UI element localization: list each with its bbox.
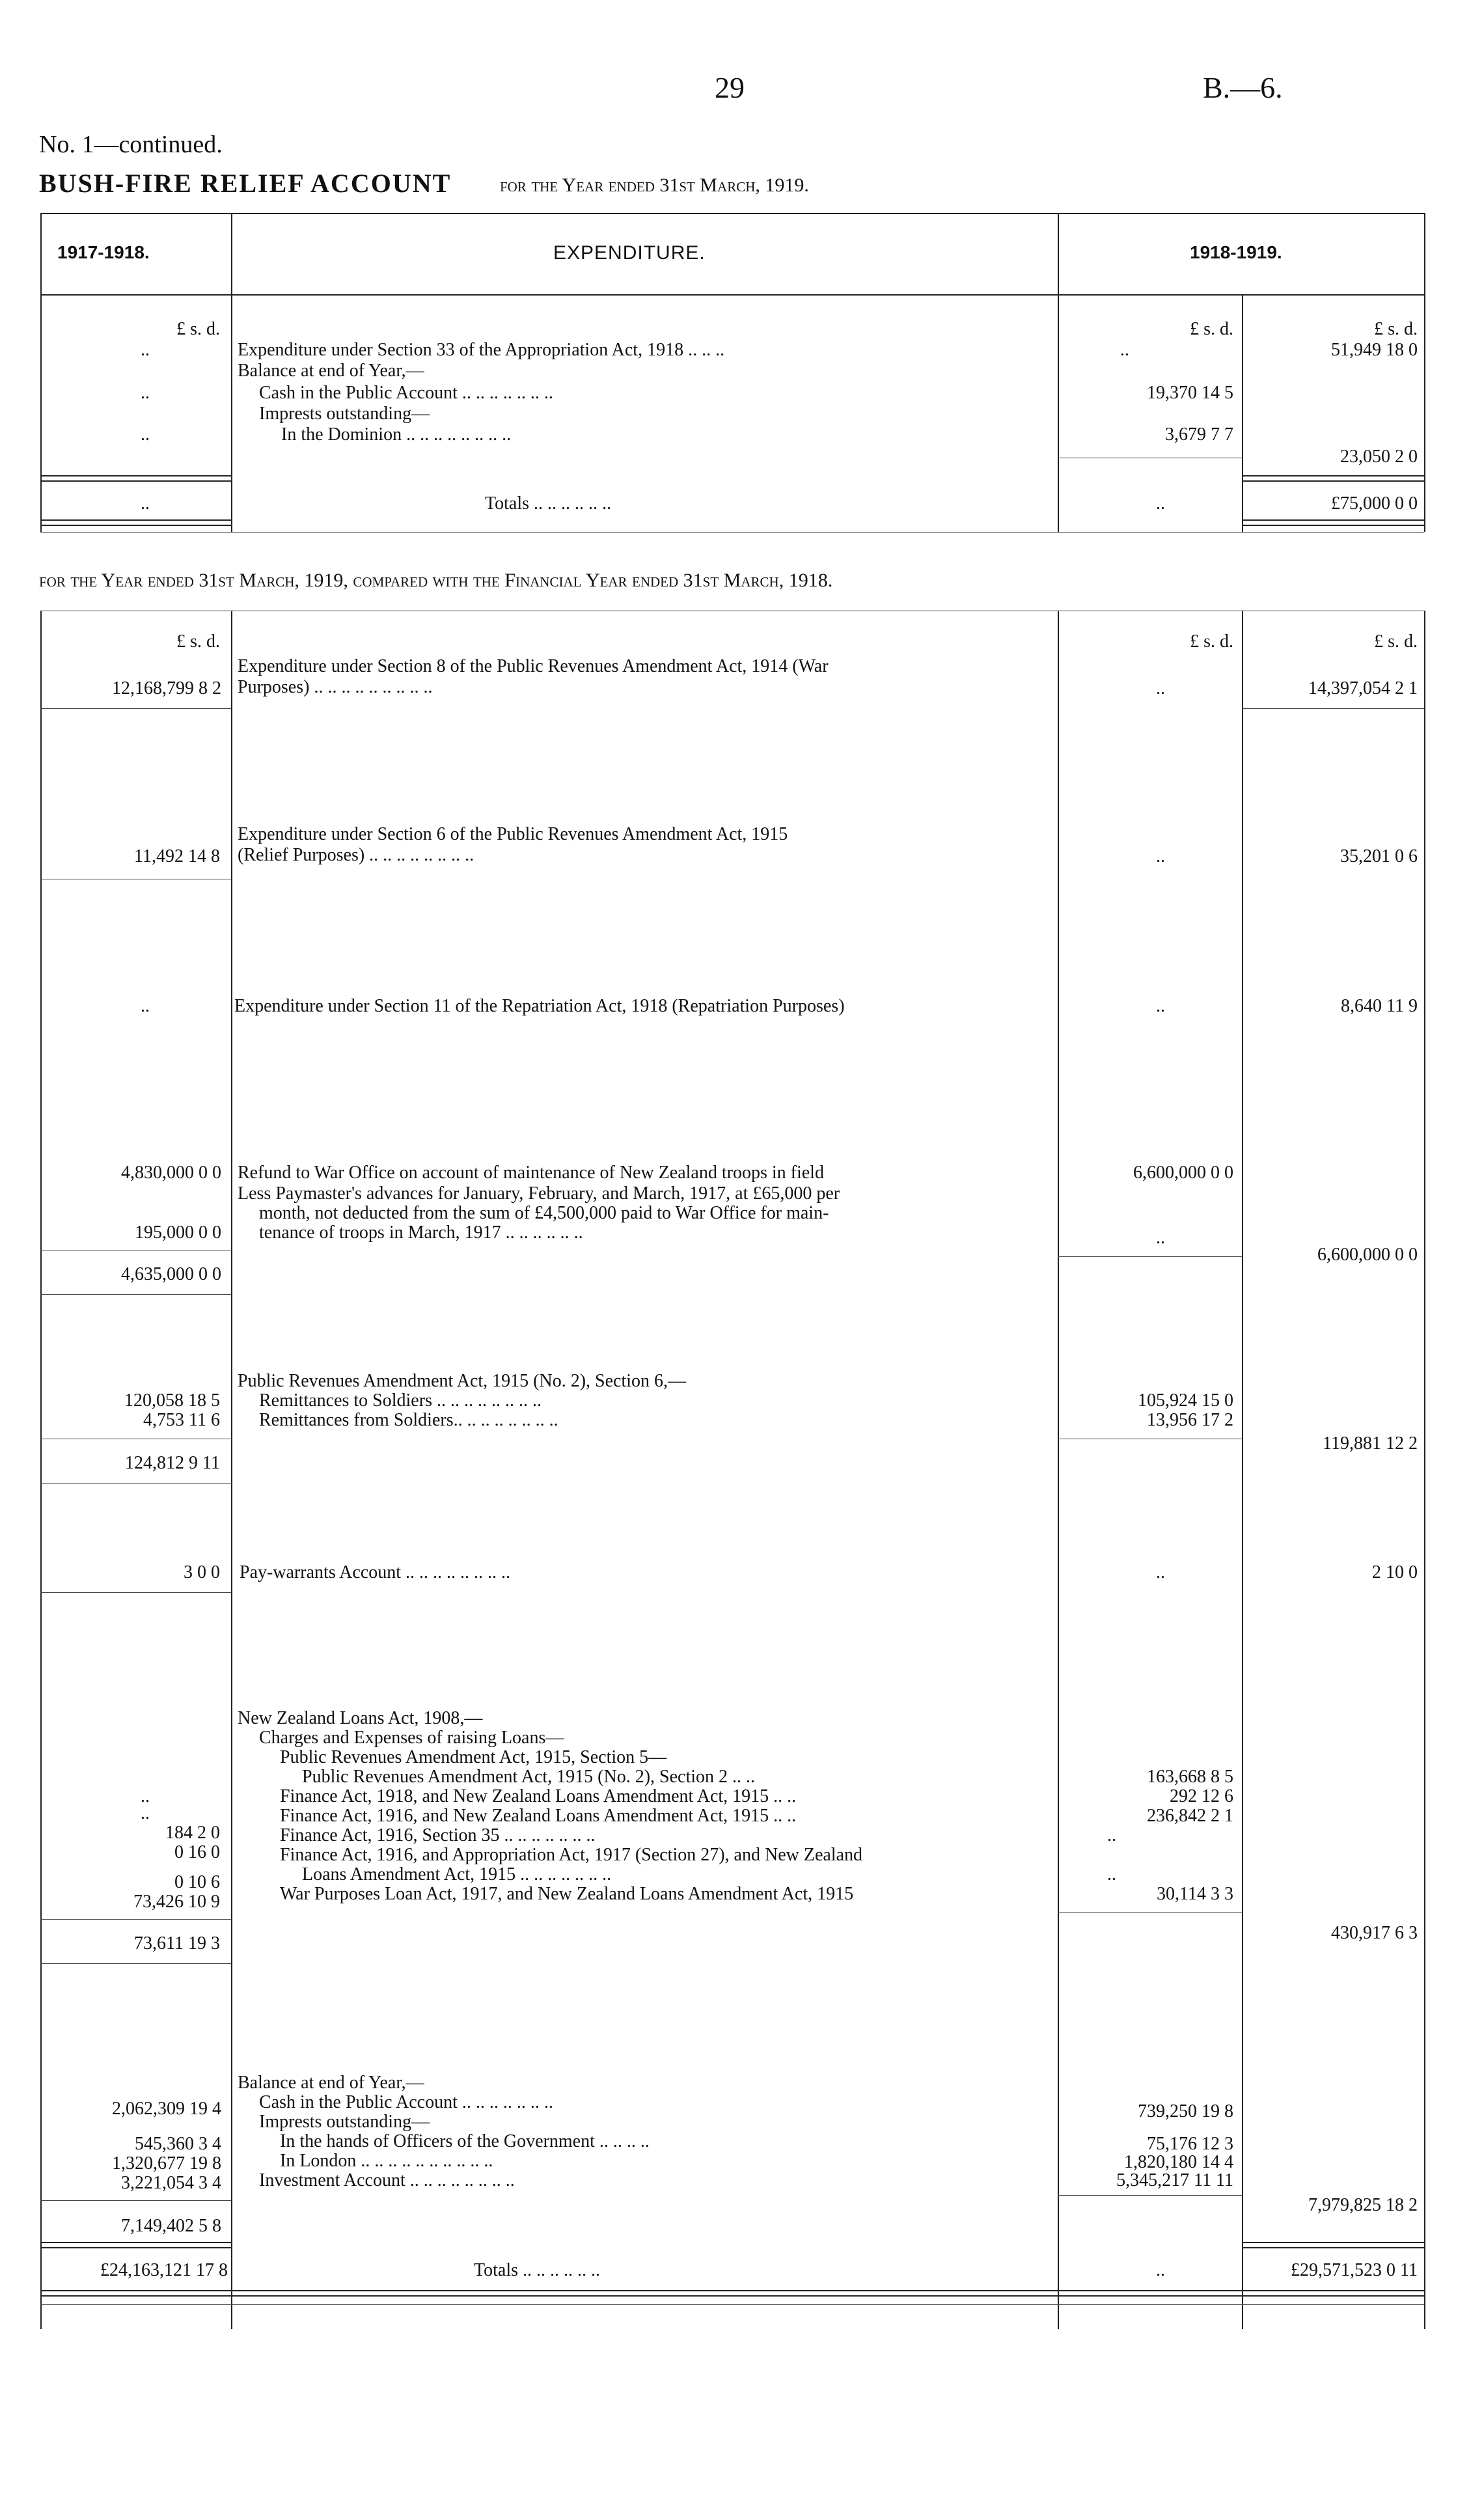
main-units-right: £ s. d. xyxy=(1374,631,1418,652)
section-text: War Purposes Loan Act, 1917, and New Zealand Loans Amendment Act, 1915 xyxy=(280,1884,854,1904)
section-left: .. xyxy=(141,1803,150,1823)
bushfire-totals-label: Totals .. .. .. .. .. .. xyxy=(485,493,612,514)
section-text: Refund to War Office on account of maintenance of New Zealand troops in field xyxy=(238,1163,824,1183)
units-mid: £ s. d. xyxy=(1190,319,1233,339)
section-right: 430,917 6 3 xyxy=(1331,1923,1418,1943)
section-mid: .. xyxy=(1156,996,1165,1016)
bushfire-row-mid: 19,370 14 5 xyxy=(1147,383,1233,403)
section-mid: 236,842 2 1 xyxy=(1147,1806,1233,1826)
section-right: 14,397,054 2 1 xyxy=(1308,678,1418,698)
section-mid: 105,924 15 0 xyxy=(1138,1390,1233,1411)
section-mid: 30,114 3 3 xyxy=(1157,1884,1233,1904)
page-subtitle: for the Year ended 31st March, 1919. xyxy=(500,174,809,196)
section-right: 2 10 0 xyxy=(1372,1562,1418,1582)
section-text: New Zealand Loans Act, 1908,— xyxy=(238,1708,483,1728)
section-left: .. xyxy=(141,1786,150,1806)
bushfire-row-left: .. xyxy=(141,383,150,403)
bushfire-row-right: 23,050 2 0 xyxy=(1340,447,1418,467)
section-left: 12,168,799 8 2 xyxy=(112,678,221,698)
section-text: In London .. .. .. .. .. .. .. .. .. .. xyxy=(280,2151,493,2171)
section-left-total: 124,812 9 11 xyxy=(125,1453,220,1473)
section-left: .. xyxy=(141,996,150,1016)
section-mid: 163,668 8 5 xyxy=(1147,1767,1233,1787)
section-mid: .. xyxy=(1156,1228,1165,1248)
section-text: Finance Act, 1916, and Appropriation Act, 1917 (Section 27), and New Zealand xyxy=(280,1845,863,1865)
section-text: Finance Act, 1918, and New Zealand Loans Amendment Act, 1915 .. .. xyxy=(280,1786,797,1806)
section-text: Public Revenues Amendment Act, 1915, Section 5— xyxy=(280,1747,667,1767)
main-totals-label: Totals .. .. .. .. .. .. xyxy=(474,2260,601,2280)
bushfire-row-text: Imprests outstanding— xyxy=(259,404,430,424)
continued-label: No. 1—continued. xyxy=(39,131,223,158)
section-left-total: 4,635,000 0 0 xyxy=(121,1264,221,1284)
section-text: (Relief Purposes) .. .. .. .. .. .. .. .. xyxy=(238,845,474,865)
section-text: Purposes) .. .. .. .. .. .. .. .. .. xyxy=(238,677,433,697)
document-reference: B.—6. xyxy=(1203,71,1283,104)
section-left-total: 73,611 19 3 xyxy=(134,1933,220,1954)
section-left: 195,000 0 0 xyxy=(135,1222,221,1243)
section-mid: .. xyxy=(1107,1825,1116,1845)
section-left: 0 16 0 xyxy=(174,1842,220,1862)
section-text: Public Revenues Amendment Act, 1915 (No. 2), Section 6,— xyxy=(238,1371,687,1391)
section-left: 3,221,054 3 4 xyxy=(121,2173,221,2193)
section-right: 7,979,825 18 2 xyxy=(1308,2195,1418,2215)
section-text: tenance of troops in March, 1917 .. .. .. .. .. .. xyxy=(259,1222,583,1243)
section-text: Remittances from Soldiers.. .. .. .. .. .. .. .. xyxy=(259,1410,558,1430)
column-header-1918-1919: 1918-1919. xyxy=(1190,242,1282,262)
section-left: 120,058 18 5 xyxy=(124,1390,220,1411)
section-right: 6,600,000 0 0 xyxy=(1317,1245,1418,1265)
section-left: 2,062,309 19 4 xyxy=(112,2099,221,2119)
section-mid: .. xyxy=(1156,846,1165,866)
column-header-expenditure: EXPENDITURE. xyxy=(553,242,706,264)
section-left-total: 7,149,402 5 8 xyxy=(121,2216,221,2236)
page-number: 29 xyxy=(715,71,745,104)
section-mid: 292 12 6 xyxy=(1170,1786,1233,1806)
section-text: Finance Act, 1916, and New Zealand Loans Amendment Act, 1915 .. .. xyxy=(280,1806,797,1826)
section-mid: 739,250 19 8 xyxy=(1138,2101,1233,2121)
bushfire-totals-mid: .. xyxy=(1156,493,1165,514)
section-text: Expenditure under Section 8 of the Public Revenues Amendment Act, 1914 (War xyxy=(238,656,829,676)
main-totals-left: £24,163,121 17 8 xyxy=(100,2260,228,2280)
bushfire-row-right: 51,949 18 0 xyxy=(1331,340,1418,360)
main-totals-right: £29,571,523 0 11 xyxy=(1291,2260,1418,2280)
section-left: 545,360 3 4 xyxy=(135,2134,221,2154)
column-header-1917-1918: 1917-1918. xyxy=(57,242,150,262)
bushfire-row-text: Expenditure under Section 33 of the Appropriation Act, 1918 .. .. .. xyxy=(238,340,725,360)
bushfire-row-text: Balance at end of Year,— xyxy=(238,361,424,381)
section-left: 73,426 10 9 xyxy=(133,1892,220,1912)
section-mid: .. xyxy=(1156,1562,1165,1582)
section-left: 11,492 14 8 xyxy=(134,846,220,866)
section-right: 8,640 11 9 xyxy=(1341,996,1418,1016)
bushfire-row-left: .. xyxy=(141,340,150,360)
bushfire-row-mid: 3,679 7 7 xyxy=(1165,424,1233,445)
section-text: Finance Act, 1916, Section 35 .. .. .. .. .. .. .. xyxy=(280,1825,596,1845)
section-left: 4,753 11 6 xyxy=(143,1410,220,1430)
section-text: Expenditure under Section 6 of the Public Revenues Amendment Act, 1915 xyxy=(238,824,788,844)
main-totals-mid: .. xyxy=(1156,2260,1165,2280)
section-text: Balance at end of Year,— xyxy=(238,2073,424,2093)
section-text: Public Revenues Amendment Act, 1915 (No. 2), Section 2 .. .. xyxy=(302,1767,756,1787)
main-units-left: £ s. d. xyxy=(176,631,220,652)
section-text: Charges and Expenses of raising Loans— xyxy=(259,1728,564,1748)
section-left: 184 2 0 xyxy=(165,1823,220,1843)
section-right: 119,881 12 2 xyxy=(1323,1433,1418,1454)
section-mid: 13,956 17 2 xyxy=(1147,1410,1233,1430)
section-left: 0 10 6 xyxy=(174,1872,220,1892)
main-table-caption: for the Year ended 31st March, 1919, compared with the Financial Year ended 31st March, 1918. xyxy=(39,570,833,591)
section-text: Remittances to Soldiers .. .. .. .. .. .. .. .. xyxy=(259,1390,542,1411)
units-left: £ s. d. xyxy=(176,319,220,339)
section-mid: .. xyxy=(1156,678,1165,698)
section-left: 4,830,000 0 0 xyxy=(121,1163,221,1183)
section-left: 3 0 0 xyxy=(184,1562,220,1582)
section-mid: 75,176 12 3 xyxy=(1147,2134,1233,2154)
section-text: Investment Account .. .. .. .. .. .. .. .. xyxy=(259,2170,515,2190)
section-text: Pay-warrants Account .. .. .. .. .. .. .. .. xyxy=(240,1562,511,1582)
section-text: Expenditure under Section 11 of the Repatriation Act, 1918 (Repatriation Purposes) xyxy=(234,996,845,1016)
main-units-mid: £ s. d. xyxy=(1190,631,1233,652)
section-text: Cash in the Public Account .. .. .. .. .. .. .. xyxy=(259,2092,553,2112)
section-mid: 1,820,180 14 4 xyxy=(1124,2152,1233,2172)
bushfire-row-left: .. xyxy=(141,424,150,445)
units-right: £ s. d. xyxy=(1374,319,1418,339)
page-title: BUSH-FIRE RELIEF ACCOUNT xyxy=(39,169,452,198)
bushfire-totals-right: £75,000 0 0 xyxy=(1331,493,1418,514)
bushfire-row-text: Cash in the Public Account .. .. .. .. .. .. .. xyxy=(259,383,553,403)
section-text: Less Paymaster's advances for January, February, and March, 1917, at £65,000 per xyxy=(238,1183,840,1204)
section-text: In the hands of Officers of the Government .. .. .. .. xyxy=(280,2131,650,2151)
section-text: month, not deducted from the sum of £4,500,000 paid to War Office for main- xyxy=(259,1203,829,1223)
section-right: 35,201 0 6 xyxy=(1340,846,1418,866)
section-text: Loans Amendment Act, 1915 .. .. .. .. .. .. .. xyxy=(302,1864,612,1885)
bushfire-totals-left: .. xyxy=(141,493,150,514)
section-mid: 6,600,000 0 0 xyxy=(1133,1163,1233,1183)
bushfire-row-mid: .. xyxy=(1120,340,1129,360)
section-mid: .. xyxy=(1107,1864,1116,1885)
section-text: Imprests outstanding— xyxy=(259,2112,430,2132)
bushfire-row-text: In the Dominion .. .. .. .. .. .. .. .. xyxy=(281,424,512,445)
section-left: 1,320,677 19 8 xyxy=(112,2153,221,2174)
section-mid: 5,345,217 11 11 xyxy=(1116,2170,1233,2190)
